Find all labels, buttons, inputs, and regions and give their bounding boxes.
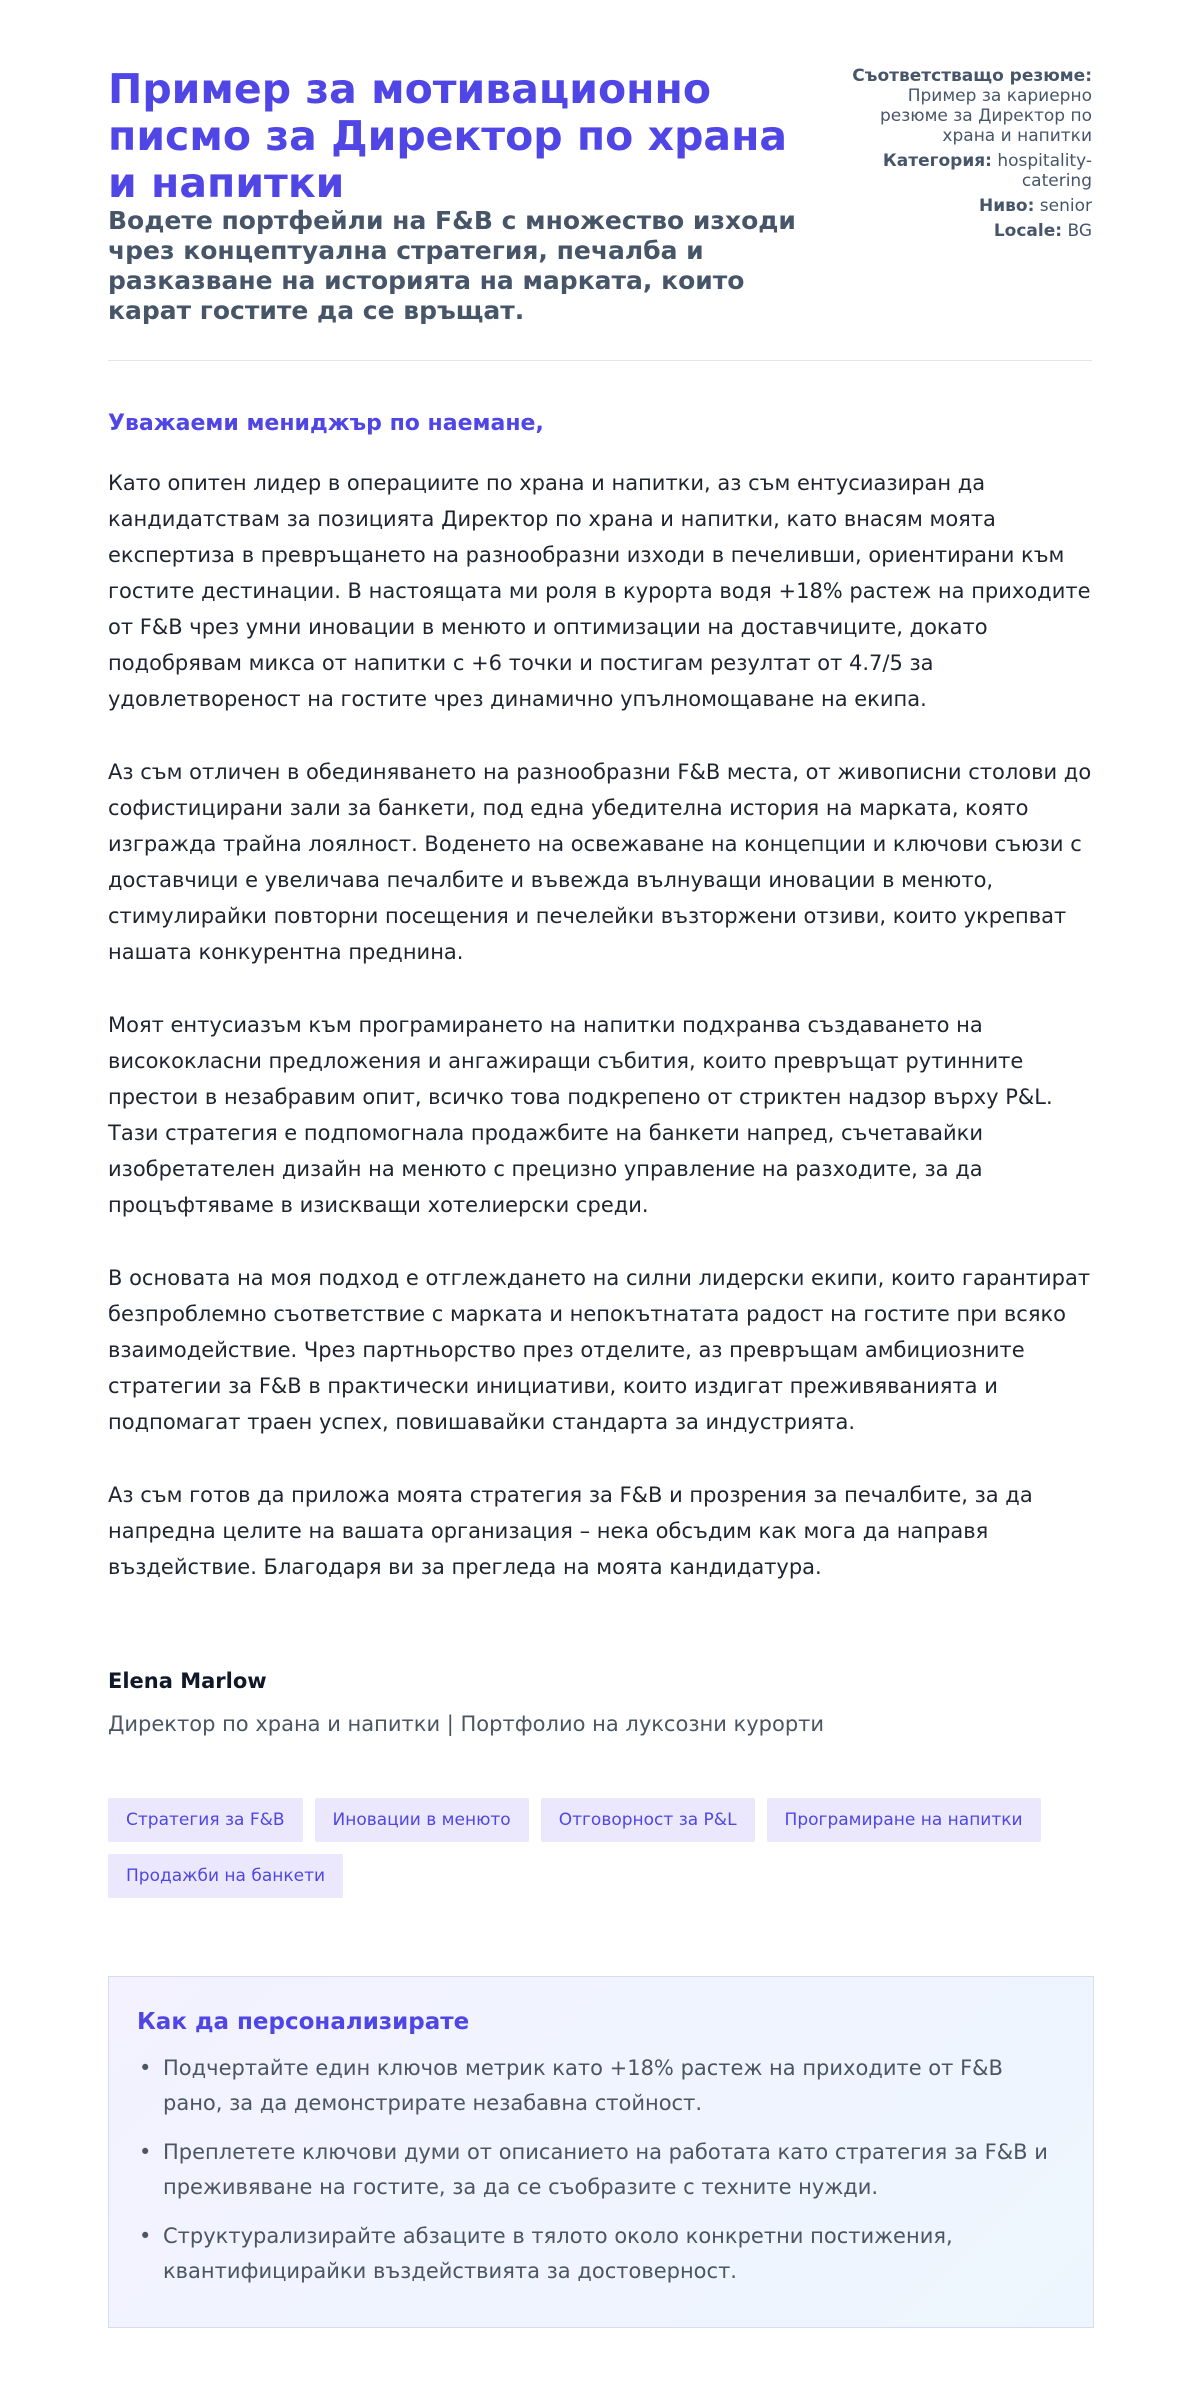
skill-tag: Отговорност за P&L <box>541 1798 755 1842</box>
meta-locale <box>842 221 1092 241</box>
meta-value: BG <box>1067 221 1092 241</box>
signature-name: Elena Marlow <box>108 1669 267 1693</box>
skill-tags <box>108 1798 1108 1898</box>
meta-matching-resume <box>842 66 1092 146</box>
bullet-icon: • <box>139 2224 152 2248</box>
meta-value: senior <box>1039 196 1092 216</box>
letter-paragraph: Моят ентусиазъм към програмирането на напитки подхранва създаването на висококласни предложения и ангажиращи събития, които превръщат рутинните престои в незабравим опит, всичко това подкрепено от стриктен надзор върху P&L. Тази стратегия е подпомогнала продажбите на банкети напред, съчетавайки изобретателен дизайн на менюто с прецизно управление на разходите, за да процъфтяваме в изискващи хотелиерски среди. <box>108 1013 1053 1217</box>
letter-body <box>108 465 1098 1622</box>
meta-key: Категория: <box>882 151 992 171</box>
tip-item <box>137 2219 1065 2289</box>
letter-greeting: Уважаеми мениджър по наемане, <box>108 411 544 436</box>
letter-paragraph: Аз съм готов да приложа моята стратегия за F&B и прозрения за печалбите, за да напредна целите на вашата организация – нека обсъдим как мога да направя въздействие. Благодаря ви за прегледа на моята кандидатура. <box>108 1483 1033 1579</box>
tips-title: Как да персонализирате <box>137 2009 470 2035</box>
signature-role: Директор по храна и напитки | Портфолио на луксозни курорти <box>108 1712 825 1736</box>
tip-text: Преплетете ключови думи от описанието на работата като стратегия за F&B и преживяване на гостите, за да се съобразите с техните нужди. <box>163 2140 1048 2199</box>
letter-paragraph: Аз съм отличен в обединяването на разнообразни F&B места, от живописни столови до софистицирани зали за банкети, под една убедителна история на марката, която изгражда трайна лоялност. Воденето на освежаване на концепции и ключови съюзи с доставчици е увеличава печалбите и въвежда вълнуващи иновации в менюто, стимулирайки повторни посещения и печелейки възторжени отзиви, които укрепват нашата конкурентна преднина. <box>108 760 1092 964</box>
letter-paragraph: Като опитен лидер в операциите по храна и напитки, аз съм ентусиазиран да кандидатствам за позицията Директор по храна и напитки, като внасям моята експертиза в превръщането на разнообразни изходи в печеливши, ориентирани към гостите дестинации. В настоящата ми роля в курорта водя +18% растеж на приходите от F&B чрез умни иновации в менюто и оптимизации на доставчиците, докато подобрявам микса от напитки с +6 точки и постигам резултат от 4.7/5 за удовлетвореност на гостите чрез динамично упълномощаване на екипа. <box>108 471 1091 711</box>
tip-text: Подчертайте един ключов метрик като +18% растеж на приходите от F&B рано, за да демонстрирате незабавна стойност. <box>163 2056 1003 2115</box>
skill-tag: Продажби на банкети <box>108 1854 343 1898</box>
meta-value-link[interactable]: Пример за кариерно резюме за Директор по храна и напитки <box>879 86 1092 146</box>
meta-key: Съответстващо резюме: <box>852 66 1092 86</box>
meta-level <box>842 196 1092 216</box>
page-subtitle: Водете портфейли на F&B с множество изходи чрез концептуална стратегия, печалба и разказване на историята на марката, които карат гостите да се връщат. <box>108 206 796 325</box>
tip-text: Структурализирайте абзаците в тялото около конкретни постижения, квантифицирайки въздействията за достоверност. <box>163 2224 953 2283</box>
letter-paragraph: В основата на моя подход е отглеждането на силни лидерски екипи, които гарантират безпроблемно съответствие с марката и непокътнатата радост на гостите при всяко взаимодействие. Чрез партньорство през отделите, аз превръщам амбициозните стратегии за F&B в практически инициативи, които издигат преживяванията и подпомагат траен успех, повишавайки стандарта за индустрията. <box>108 1266 1091 1434</box>
page-title: Пример за мотивационно писмо за Директор по храна и напитки <box>108 65 788 207</box>
skill-tag: Иновации в менюто <box>315 1798 529 1842</box>
tip-item <box>137 2135 1065 2205</box>
page-header <box>108 66 1092 358</box>
meta-panel <box>842 66 1092 246</box>
header-divider <box>108 360 1092 361</box>
meta-value: hospitality-catering <box>997 151 1092 191</box>
bullet-icon: • <box>139 2140 152 2164</box>
customization-tips <box>108 1976 1094 2328</box>
skill-tag: Програмиране на напитки <box>767 1798 1041 1842</box>
tip-item <box>137 2051 1065 2121</box>
meta-category <box>842 151 1092 191</box>
meta-key: Locale: <box>993 221 1063 241</box>
bullet-icon: • <box>139 2056 152 2080</box>
tips-list <box>137 2051 1065 2289</box>
skill-tag: Стратегия за F&B <box>108 1798 303 1842</box>
meta-key: Ниво: <box>979 196 1035 216</box>
